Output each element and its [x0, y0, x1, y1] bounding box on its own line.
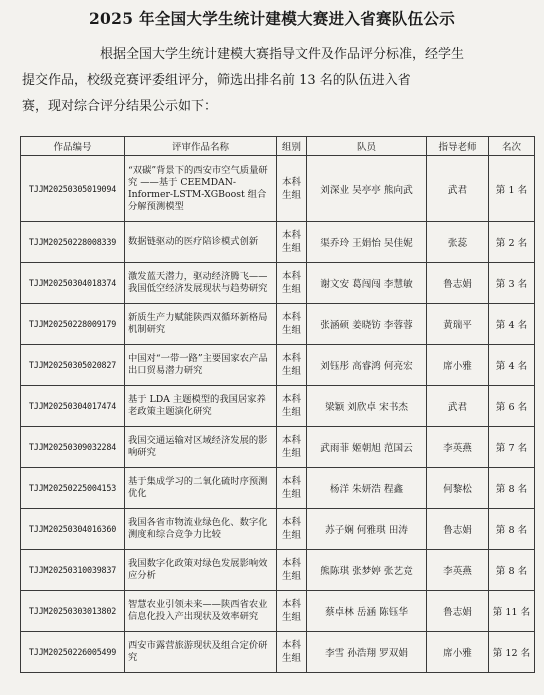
cell-title: 激发蓝天潜力，驱动经济腾飞——我国低空经济发展现状与趋势研究: [125, 263, 277, 304]
cell-advisor: 鲁志娟: [427, 509, 489, 550]
cell-advisor: 鲁志娟: [427, 263, 489, 304]
cell-members: 李雪 孙浩翔 罗双娟: [307, 632, 427, 673]
cell-id: TJJM20250305019094: [21, 156, 125, 222]
page-title: 2025 年全国大学生统计建模大赛进入省赛队伍公示: [88, 9, 456, 28]
cell-id: TJJM20250304018374: [21, 263, 125, 304]
cell-rank: 第 11 名: [489, 591, 535, 632]
cell-rank: 第 4 名: [489, 304, 535, 345]
cell-rank: 第 7 名: [489, 427, 535, 468]
cell-id: TJJM20250226005499: [21, 632, 125, 673]
cell-group: 本科生组: [277, 632, 307, 673]
cell-title: 西安市露营旅游现状及组合定价研究: [125, 632, 277, 673]
table-row: [21, 550, 535, 591]
cell-members: 刘钰彤 高睿鸿 何亮宏: [307, 345, 427, 386]
cell-id: TJJM20250305020827: [21, 345, 125, 386]
cell-advisor: 鲁志娟: [427, 591, 489, 632]
cell-group: 本科生组: [277, 345, 307, 386]
cell-id: TJJM20250304016360: [21, 509, 125, 550]
table-row: [21, 304, 535, 345]
cell-members: 苏子娴 何雅琪 田涛: [307, 509, 427, 550]
cell-id: TJJM20250304017474: [21, 386, 125, 427]
cell-rank: 第 3 名: [489, 263, 535, 304]
table-row: [21, 345, 535, 386]
cell-id: TJJM20250309032284: [21, 427, 125, 468]
results-table: [20, 136, 535, 673]
table-row: [21, 468, 535, 509]
cell-id: TJJM20250225004153: [21, 468, 125, 509]
intro-line-1: 根据全国大学生统计建模大赛指导文件及作品评分标准，经学生: [100, 47, 465, 62]
cell-title: 智慧农业引领未来——陕西省农业信息化投入产出现状及效率研究: [125, 591, 277, 632]
cell-advisor: 李英燕: [427, 550, 489, 591]
cell-rank: 第 8 名: [489, 468, 535, 509]
header-members: 队员: [307, 137, 427, 156]
cell-members: 熊陈琪 张梦婷 张艺竞: [307, 550, 427, 591]
table-row: [21, 222, 535, 263]
cell-rank: 第 12 名: [489, 632, 535, 673]
cell-title: 数据链驱动的医疗陪诊模式创新: [125, 222, 277, 263]
header-group: 组别: [277, 137, 307, 156]
cell-group: 本科生组: [277, 263, 307, 304]
table-row: [21, 427, 535, 468]
cell-group: 本科生组: [277, 468, 307, 509]
cell-group: 本科生组: [277, 222, 307, 263]
header-rank: 名次: [489, 137, 535, 156]
cell-group: 本科生组: [277, 427, 307, 468]
cell-members: 梁颖 刘欣卓 宋书杰: [307, 386, 427, 427]
cell-advisor: 李英燕: [427, 427, 489, 468]
intro-paragraph: [22, 42, 528, 120]
cell-members: 刘深业 吴亭亭 熊向武: [307, 156, 427, 222]
cell-members: 谢文安 葛闯闯 李慧敏: [307, 263, 427, 304]
cell-members: 渠乔玲 王娟怡 吴佳妮: [307, 222, 427, 263]
table-row: [21, 386, 535, 427]
cell-members: 蔡卓林 岳涵 陈钰华: [307, 591, 427, 632]
cell-members: 武雨菲 姬朝旭 范国云: [307, 427, 427, 468]
intro-line-3: 赛，现对综合评分结果公示如下：: [22, 99, 218, 114]
cell-id: TJJM20250310039837: [21, 550, 125, 591]
cell-id: TJJM20250228009179: [21, 304, 125, 345]
cell-id: TJJM20250228008339: [21, 222, 125, 263]
cell-rank: 第 2 名: [489, 222, 535, 263]
cell-advisor: 张蕊: [427, 222, 489, 263]
cell-title: 基于集成学习的二氧化硫时序预测优化: [125, 468, 277, 509]
cell-advisor: 何黎松: [427, 468, 489, 509]
cell-rank: 第 8 名: [489, 550, 535, 591]
cell-advisor: 黄瑞平: [427, 304, 489, 345]
cell-members: 张涵硕 姜晓钫 李蓉蓉: [307, 304, 427, 345]
cell-rank: 第 6 名: [489, 386, 535, 427]
cell-group: 本科生组: [277, 386, 307, 427]
cell-rank: 第 8 名: [489, 509, 535, 550]
cell-advisor: 武君: [427, 386, 489, 427]
cell-advisor: 席小雅: [427, 345, 489, 386]
table-row: [21, 632, 535, 673]
table-row: [21, 156, 535, 222]
cell-id: TJJM20250303013802: [21, 591, 125, 632]
cell-title: 我国各省市物流业绿色化、数字化测度和综合竞争力比较: [125, 509, 277, 550]
table-row: [21, 263, 535, 304]
header-advisor: 指导老师: [427, 137, 489, 156]
cell-advisor: 武君: [427, 156, 489, 222]
intro-line-2: 提交作品，校级竞赛评委组评分，筛选出排名前 13 名的队伍进入省: [22, 73, 411, 88]
cell-rank: 第 1 名: [489, 156, 535, 222]
cell-group: 本科生组: [277, 156, 307, 222]
table-row: [21, 509, 535, 550]
header-id: 作品编号: [21, 137, 125, 156]
cell-group: 本科生组: [277, 591, 307, 632]
cell-group: 本科生组: [277, 304, 307, 345]
cell-group: 本科生组: [277, 550, 307, 591]
table-row: [21, 591, 535, 632]
cell-title: 基于 LDA 主题模型的我国居家养老政策主题演化研究: [125, 386, 277, 427]
cell-title: 新质生产力赋能陕西双循环新格局机制研究: [125, 304, 277, 345]
cell-title: 我国数字化政策对绿色发展影响效应分析: [125, 550, 277, 591]
table-header-row: [21, 137, 535, 156]
header-title: 评审作品名称: [125, 137, 277, 156]
cell-advisor: 席小雅: [427, 632, 489, 673]
cell-rank: 第 4 名: [489, 345, 535, 386]
cell-title: 我国交通运输对区域经济发展的影响研究: [125, 427, 277, 468]
cell-members: 杨洋 朱妍浩 程鑫: [307, 468, 427, 509]
cell-title: 中国对“一带一路”主要国家农产品出口贸易潜力研究: [125, 345, 277, 386]
cell-group: 本科生组: [277, 509, 307, 550]
cell-title: “双碳”背景下的西安市空气质量研究 ——基于 CEEMDAN-Informer-LSTM-XGBoost 组合分解预测模型: [125, 156, 277, 222]
